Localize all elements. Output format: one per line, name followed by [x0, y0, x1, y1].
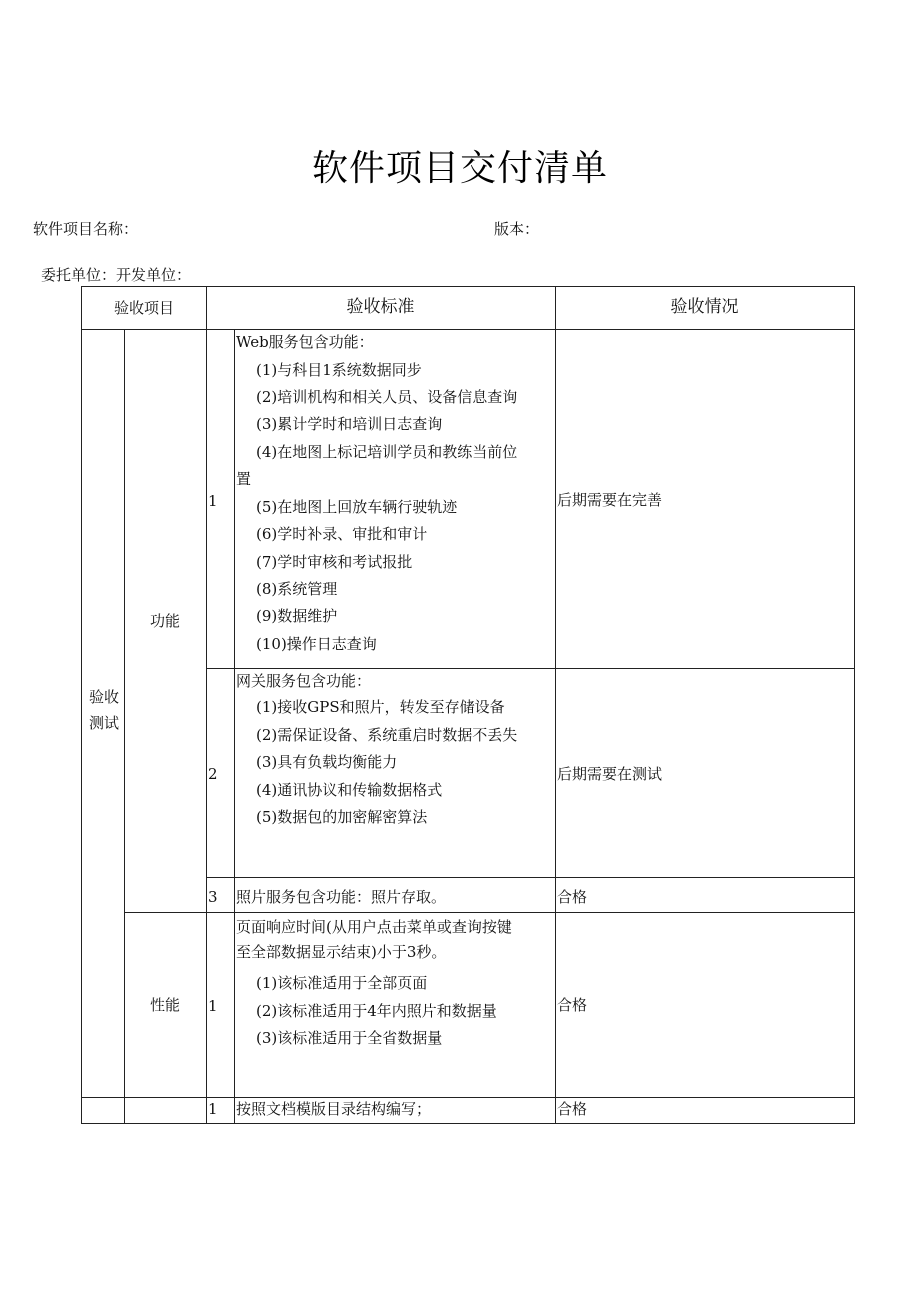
- gateway-item-3: (3)具有负载均衡能力: [256, 753, 398, 771]
- web-item-9: (9)数据维护: [256, 607, 338, 625]
- web-row-number: 1: [208, 492, 218, 510]
- gateway-item-4: (4)通讯协议和传输数据格式: [256, 781, 443, 799]
- col-divider-status: [555, 287, 556, 1123]
- header-divider: [82, 329, 854, 330]
- gateway-intro: 网关服务包含功能：: [236, 672, 372, 690]
- row-divider-web: [206, 668, 854, 669]
- performance-item-2: (2)该标准适用于4年内照片和数据量: [256, 1002, 497, 1020]
- version-label: 版本：: [494, 220, 540, 238]
- web-status: 后期需要在完善: [557, 491, 663, 509]
- gateway-status: 后期需要在测试: [557, 765, 663, 783]
- web-item-4-cont: 置: [236, 470, 252, 488]
- row-divider-photo: [124, 912, 854, 913]
- photo-status: 合格: [557, 888, 588, 906]
- header-item: 验收项目: [113, 299, 174, 317]
- web-item-6: (6)学时补录、审批和审计: [256, 525, 428, 543]
- acceptance-table: [81, 286, 855, 1124]
- web-item-5: (5)在地图上回放车辆行驶轨迹: [256, 498, 458, 516]
- col-divider-item: [206, 287, 207, 1123]
- performance-status: 合格: [557, 996, 588, 1014]
- photo-intro: 照片服务包含功能：照片存取。: [236, 888, 447, 906]
- last-row-status: 合格: [557, 1100, 588, 1118]
- last-row-number: 1: [208, 1100, 218, 1118]
- row-divider-performance: [82, 1097, 854, 1098]
- header-status: 验收情况: [670, 297, 739, 317]
- category-line2: 测试: [88, 714, 119, 732]
- web-item-7: (7)学时审核和考试报批: [256, 553, 413, 571]
- row-divider-gateway: [206, 877, 854, 878]
- web-item-8: (8)系统管理: [256, 580, 338, 598]
- web-item-10: (10)操作日志查询: [256, 635, 377, 653]
- performance-row-number: 1: [208, 997, 218, 1015]
- performance-item-3: (3)该标准适用于全省数据量: [256, 1029, 443, 1047]
- client-dev-label: 委托单位：开发单位：: [41, 266, 192, 284]
- col-divider-number: [234, 329, 235, 1123]
- gateway-item-1: (1)接收GPS和照片，转发至存储设备: [256, 698, 505, 716]
- gateway-item-5: (5)数据包的加密解密算法: [256, 808, 428, 826]
- performance-intro-1: 页面响应时间(从用户点击菜单或查询按键: [236, 918, 512, 936]
- gateway-row-number: 2: [208, 765, 218, 783]
- performance-intro-2: 至全部数据显示结束)小于3秒。: [236, 943, 447, 961]
- web-item-1: (1)与科目1系统数据同步: [256, 361, 422, 379]
- gateway-item-2: (2)需保证设备、系统重启时数据不丢失: [256, 726, 518, 744]
- web-intro: Web服务包含功能：: [236, 333, 374, 351]
- last-row-text: 按照文档模版目录结构编写；: [236, 1100, 432, 1118]
- web-item-2: (2)培训机构和相关人员、设备信息查询: [256, 388, 518, 406]
- functional-label: 功能: [149, 612, 180, 630]
- performance-item-1: (1)该标准适用于全部页面: [256, 974, 428, 992]
- category-label: [84, 687, 124, 733]
- document-title: 软件项目交付清单: [311, 148, 608, 189]
- category-line1: 验收: [88, 688, 119, 706]
- web-item-4: (4)在地图上标记培训学员和教练当前位: [256, 443, 518, 461]
- performance-label: 性能: [149, 996, 180, 1014]
- project-name-label: 软件项目名称：: [33, 220, 139, 238]
- header-standard: 验收标准: [346, 297, 415, 317]
- photo-row-number: 3: [208, 888, 218, 906]
- web-item-3: (3)累计学时和培训日志查询: [256, 415, 443, 433]
